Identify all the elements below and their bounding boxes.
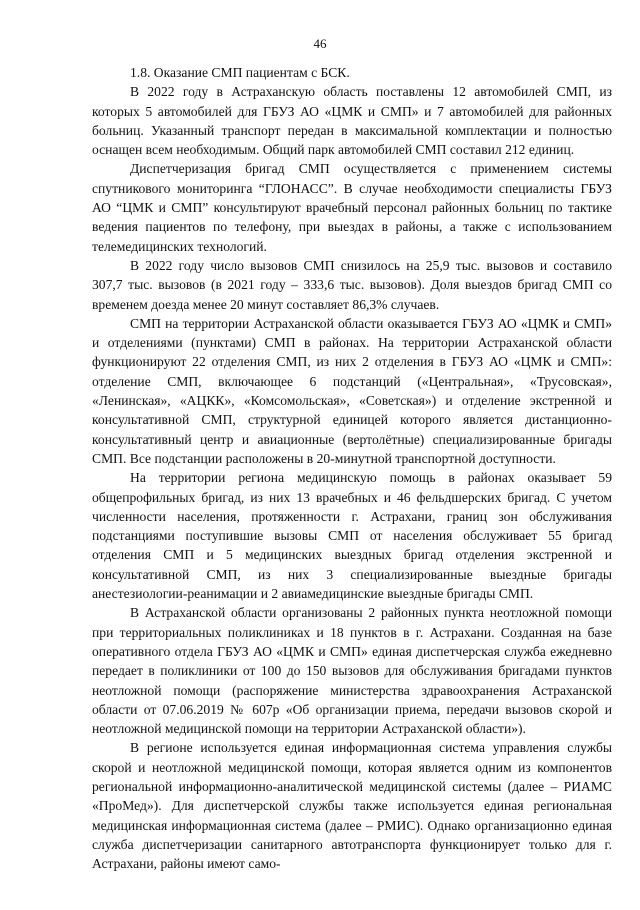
paragraph: СМП на территории Астраханской области оказывается ГБУЗ АО «ЦМК и СМП» и отделениями (пунктами) СМП в районах. На территории Астраханской области функционируют 22 отделения СМП, из них 2 отделения в ГБУЗ АО «ЦМК и СМП»: отделение СМП, включающее 6 подстанций («Центральная», «Трусовская», «Ленинская», «АЦКК», «Комсомольская», «Советская») и отделение экстренной и консультативной СМП, структурной единицей которого является дистанционно-консультативный центр и авиационные (вертолётные) специализированные бригады СМП. Все подстанции расположены в 20-минутной транспортной доступности. (92, 315, 612, 466)
paragraph: В 2022 году в Астраханскую область поставлены 12 автомобилей СМП, из которых 5 автомобилей для ГБУЗ АО «ЦМК и СМП» и 7 автомобилей для районных больниц. Указанный транспорт передан в максимальной комплектации и полностью оснащен всем необходимым. Общий парк автомобилей СМП составил 212 единиц. (92, 84, 612, 158)
paragraph: На территории региона медицинскую помощь в районах оказывает 59 общепрофильных бригад, из них 13 врачебных и 46 фельдшерских бригад. С учетом численности населения, протяженности г. Астрахани, границ зон обслуживания подстанциями поступившие вызовы СМП от населения обслуживает 55 бригад отделения СМП и 5 медицинских выездных бригад отделения экстренной и консультативной СМП, из них 3 специализированные выездные бригады анестезиологии-реанимации и 2 авиамедицинские выездные бригады СМП. (92, 470, 612, 602)
document-body (92, 63, 612, 873)
paragraph: В Астраханской области организованы 2 районных пункта неотложной помощи при территориальных поликлиниках и 18 пунктов в г. Астрахани. Созданная на базе оперативного отдела ГБУЗ АО «ЦМК и СМП» единая диспетчерская служба ежедневно передает в поликлиники от 100 до 150 вызовов для обслуживания бригадами пунктов неотложной помощи (распоряжение министерства здравоохранения Астраханской области от 07.06.2019 № 607р «Об организации приема, передачи вызовов скорой и неотложной медицинской помощи на территории Астраханской области»). (92, 605, 612, 737)
paragraph: В 2022 году число вызовов СМП снизилось на 25,9 тыс. вызовов и составило 307,7 тыс. вызовов (в 2021 году – 333,6 тыс. вызовов). Доля выездов бригад СМП со временем доезда менее 20 минут составляет 86,3% случаев. (92, 257, 612, 312)
section-heading: 1.8. Оказание СМП пациентам с БСК. (130, 65, 350, 80)
page-number: 46 (313, 36, 327, 51)
paragraph: В регионе используется единая информационная система управления службы скорой и неотложной медицинской помощи, которая является одним из компонентов региональной информационно-аналитической медицинской системы (далее – РИАМС «ПроМед»). Для диспетчерской службы также используется единая региональная медицинская информационная система (далее – РМИС). Однако организационно единая служба диспетчеризации санитарного автотранспорта функционирует только для г. Астрахани, районы имеют само- (92, 740, 612, 872)
paragraph: Диспетчеризация бригад СМП осуществляется с применением системы спутникового мониторинга “ГЛОНАСС”. В случае необходимости специалисты ГБУЗ АО “ЦМК и СМП” консультируют врачебный персонал районных больниц по тактике ведения пациентов по телефону, при выездах в районы, а также с использованием телемедицинских технологий. (92, 161, 612, 254)
